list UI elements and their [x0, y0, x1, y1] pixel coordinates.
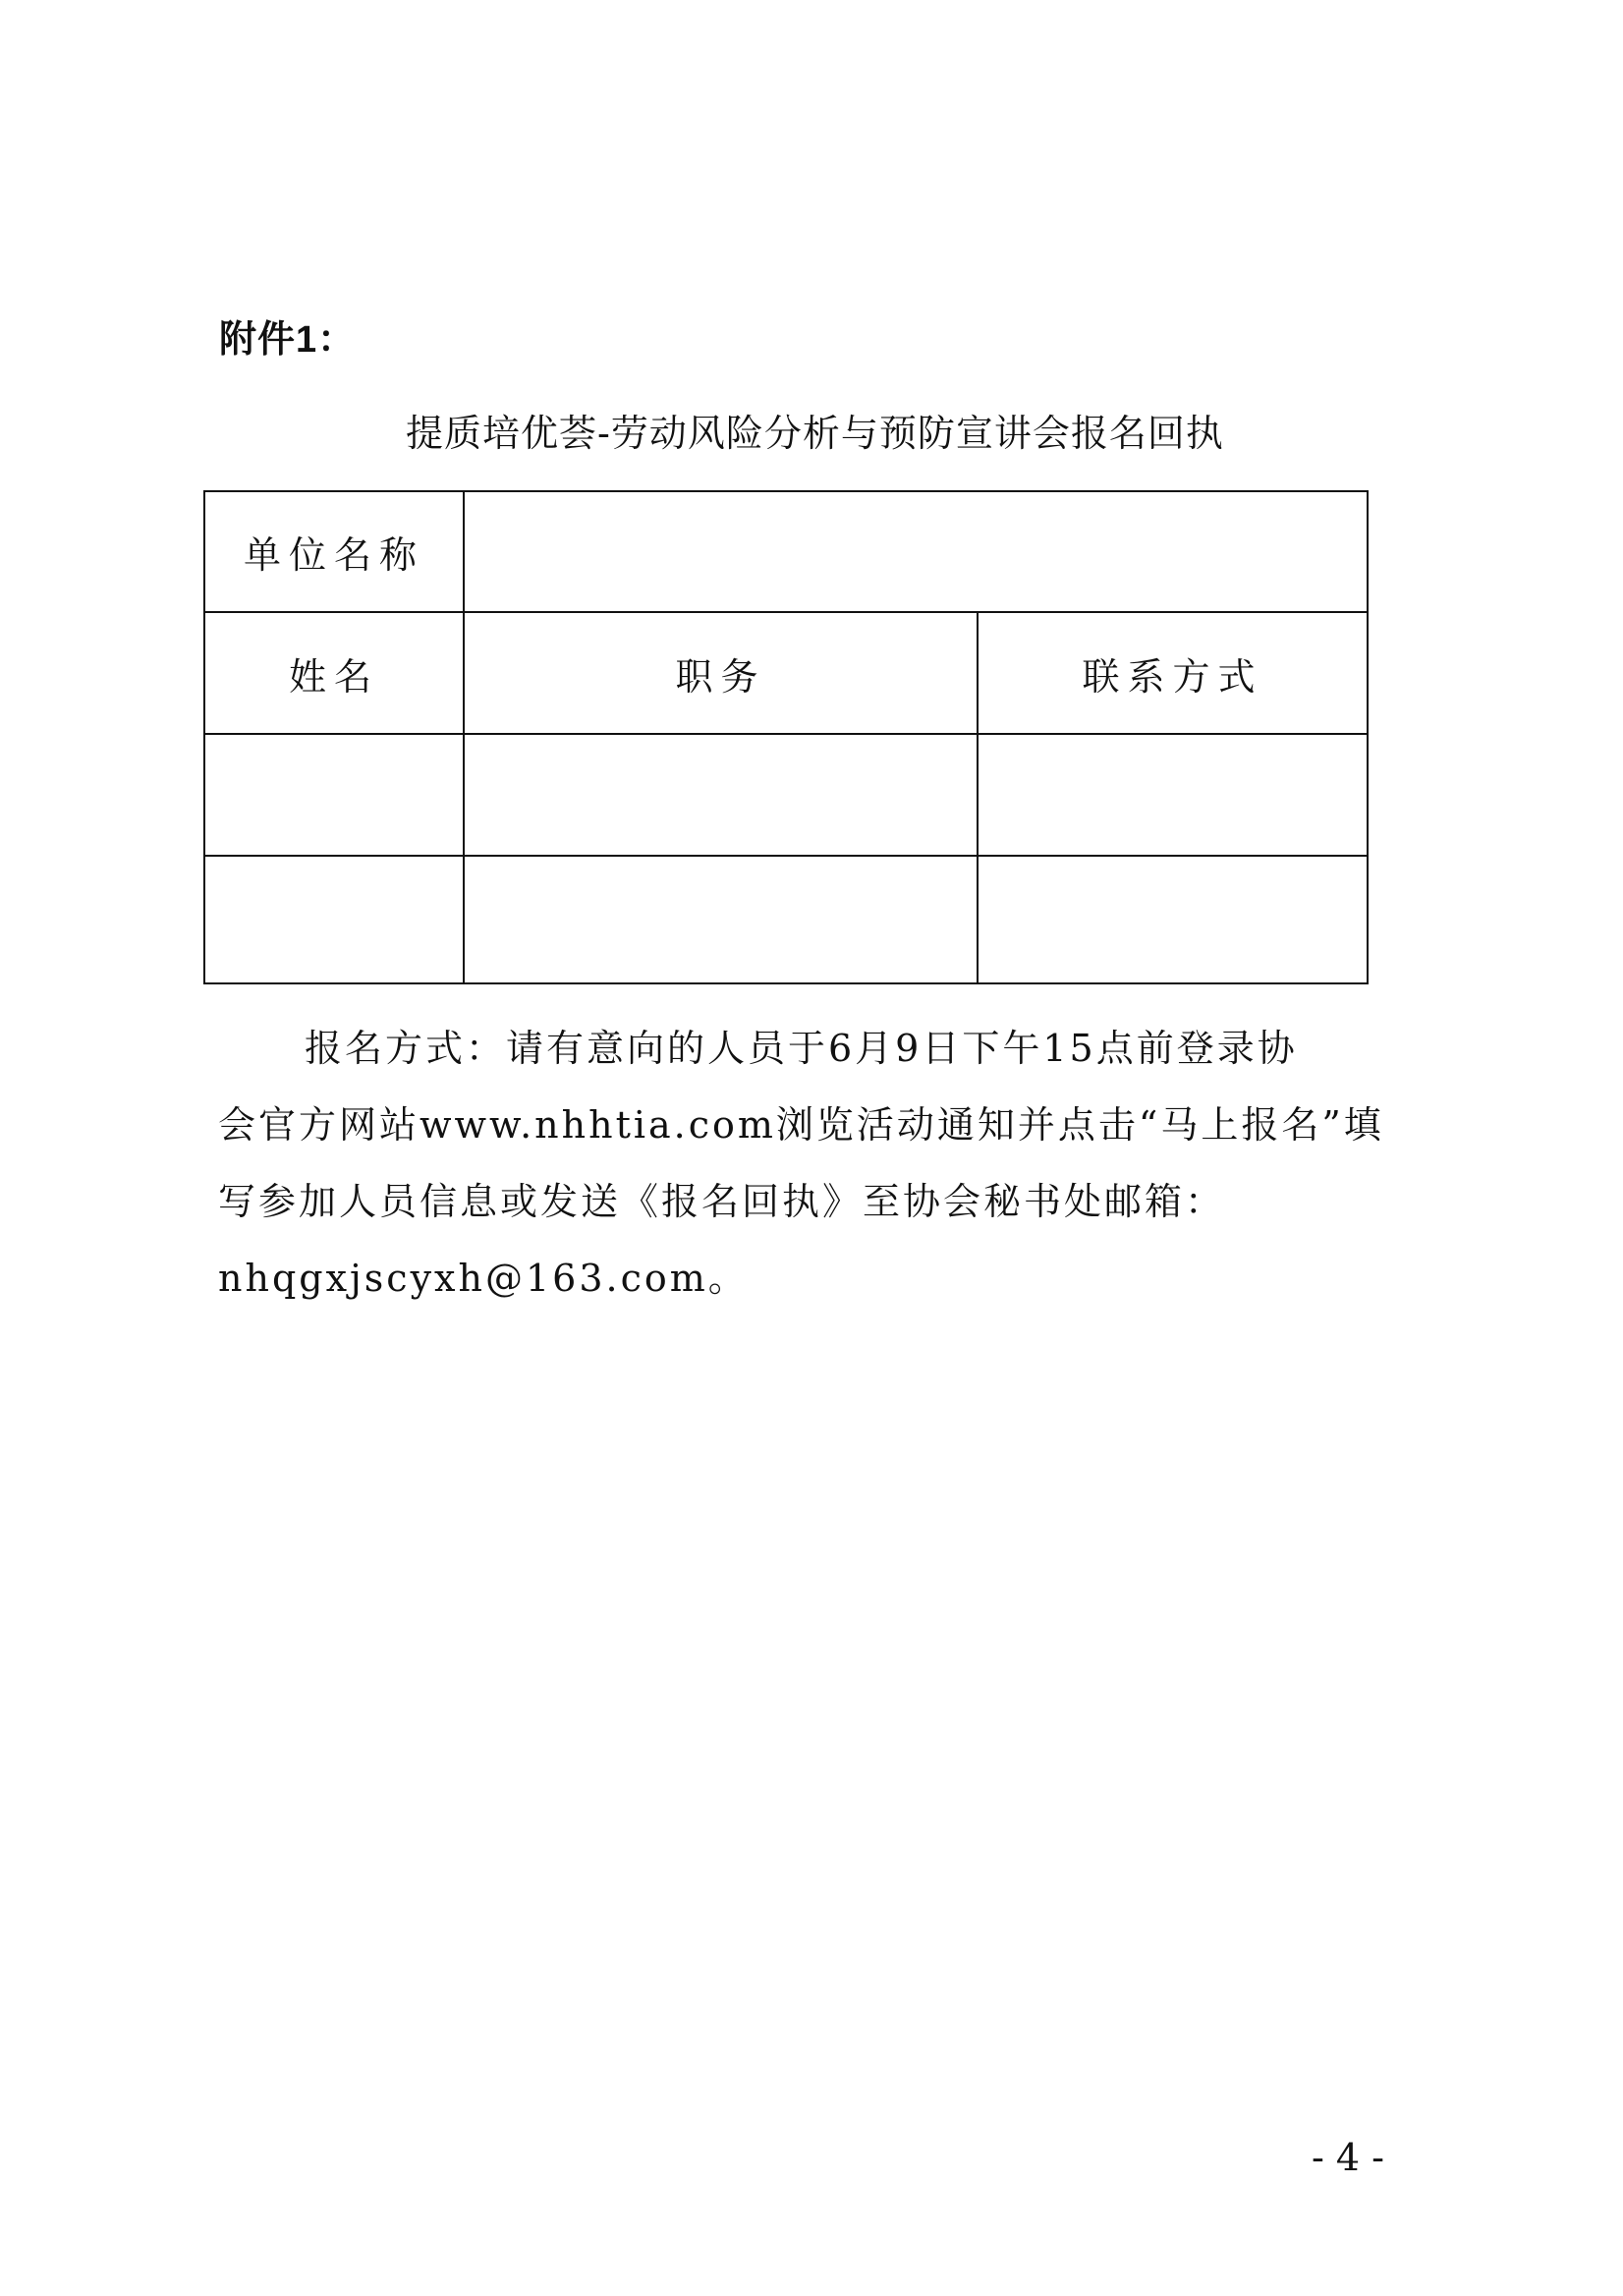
- instructions-line-3: 写参加人员信息或发送《报名回执》至协会秘书处邮箱：: [218, 1180, 1226, 1223]
- contact-cell[interactable]: [978, 856, 1368, 983]
- name-cell[interactable]: [204, 856, 464, 983]
- table-row: [204, 734, 1368, 856]
- name-cell[interactable]: [204, 734, 464, 856]
- page-number: - 4 -: [1312, 2136, 1385, 2179]
- instructions-line-4-email: nhqgxjscyxh@163.com。: [218, 1257, 749, 1300]
- attachment-label: 附件1：: [219, 319, 357, 361]
- column-header-position: 职务: [464, 612, 978, 734]
- instructions-line-2: 会官方网站www.nhhtia.com浏览活动通知并点击“马上报名”填: [218, 1103, 1384, 1147]
- unit-name-field[interactable]: [464, 491, 1368, 612]
- position-cell[interactable]: [464, 856, 978, 983]
- registration-instructions: [218, 1010, 1427, 1316]
- column-header-contact: 联系方式: [978, 612, 1368, 734]
- table-header-row: [204, 612, 1368, 734]
- registration-form-table: [203, 490, 1369, 984]
- instructions-line-1: 报名方式：请有意向的人员于6月9日下午15点前登录协: [305, 1027, 1298, 1070]
- unit-name-label: 单位名称: [204, 491, 464, 612]
- contact-cell[interactable]: [978, 734, 1368, 856]
- table-row: [204, 856, 1368, 983]
- table-row-unit: [204, 491, 1368, 612]
- column-header-name: 姓名: [204, 612, 464, 734]
- position-cell[interactable]: [464, 734, 978, 856]
- document-title: 提质培优荟-劳动风险分析与预防宣讲会报名回执: [406, 412, 1224, 455]
